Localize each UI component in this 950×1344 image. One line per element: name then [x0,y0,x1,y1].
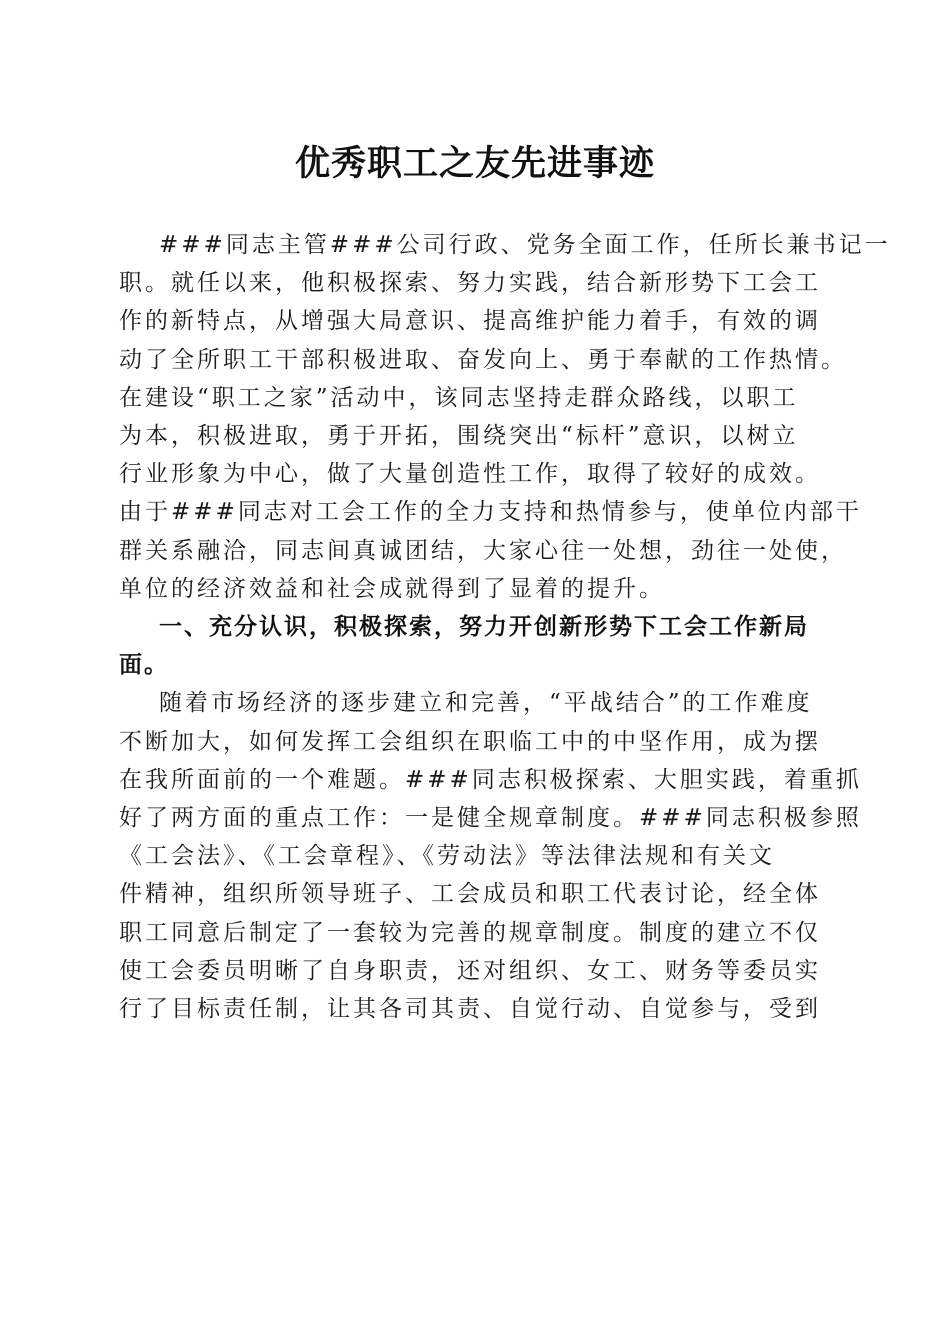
paragraph-line: 在建设“职工之家”活动中，该同志坚持走群众路线，以职工 [119,384,799,411]
paragraph-line: 群关系融洽，同志间真诚团结，大家心往一处想，劲往一处使， [119,537,847,564]
paragraph-line: 单位的经济效益和社会成就得到了显着的提升。 [119,575,665,602]
section-heading-line: 一、充分认识，积极探索，努力开创新形势下工会工作新局 [159,614,809,641]
document-body [119,226,891,1028]
section-heading-line: 面。 [119,652,169,679]
paragraph-line: 作的新特点，从增强大局意识、提高维护能力着手，有效的调 [119,308,821,335]
paragraph-line: 为本，积极进取，勇于开拓，围绕突出“标杆”意识，以树立 [119,423,799,450]
paragraph-line: 在我所面前的一个难题。###同志积极探索、大胆实践，着重抓 [119,766,862,793]
paragraph-line: 行业形象为中心，做了大量创造性工作，取得了较好的成效。 [119,461,821,488]
document-title: 优秀职工之友先进事迹 [294,143,655,184]
paragraph-line: 职工同意后制定了一套较为完善的规章制度。制度的建立不仅 [119,919,821,946]
paragraph-line: 行了目标责任制，让其各司其责、自觉行动、自觉参与，受到 [119,996,821,1023]
paragraph-line: ###同志主管###公司行政、党务全面工作，任所长兼书记一 [159,232,891,258]
paragraph-line: 随着市场经济的逐步建立和完善，“平战结合”的工作难度 [159,690,813,717]
paragraph-line: 使工会委员明晰了自身职责，还对组织、女工、财务等委员实 [119,957,821,984]
paragraph-line: 《工会法》、《工会章程》、《劳动法》等法律法规和有关文 [119,843,775,870]
paragraph-line: 动了全所职工干部积极进取、奋发向上、勇于奉献的工作热情。 [119,346,847,373]
paragraph-line: 由于###同志对工会工作的全力支持和热情参与，使单位内部干 [119,499,862,526]
paragraph-line: 件精神，组织所领导班子、工会成员和职工代表讨论，经全体 [119,881,821,908]
paragraph-line: 好了两方面的重点工作：一是健全规章制度。###同志积极参照 [119,805,862,832]
paragraph-line: 不断加大，如何发挥工会组织在职临工中的中坚作用，成为摆 [119,728,821,755]
paragraph-line: 职。就任以来，他积极探索、努力实践，结合新形势下工会工 [119,270,821,297]
